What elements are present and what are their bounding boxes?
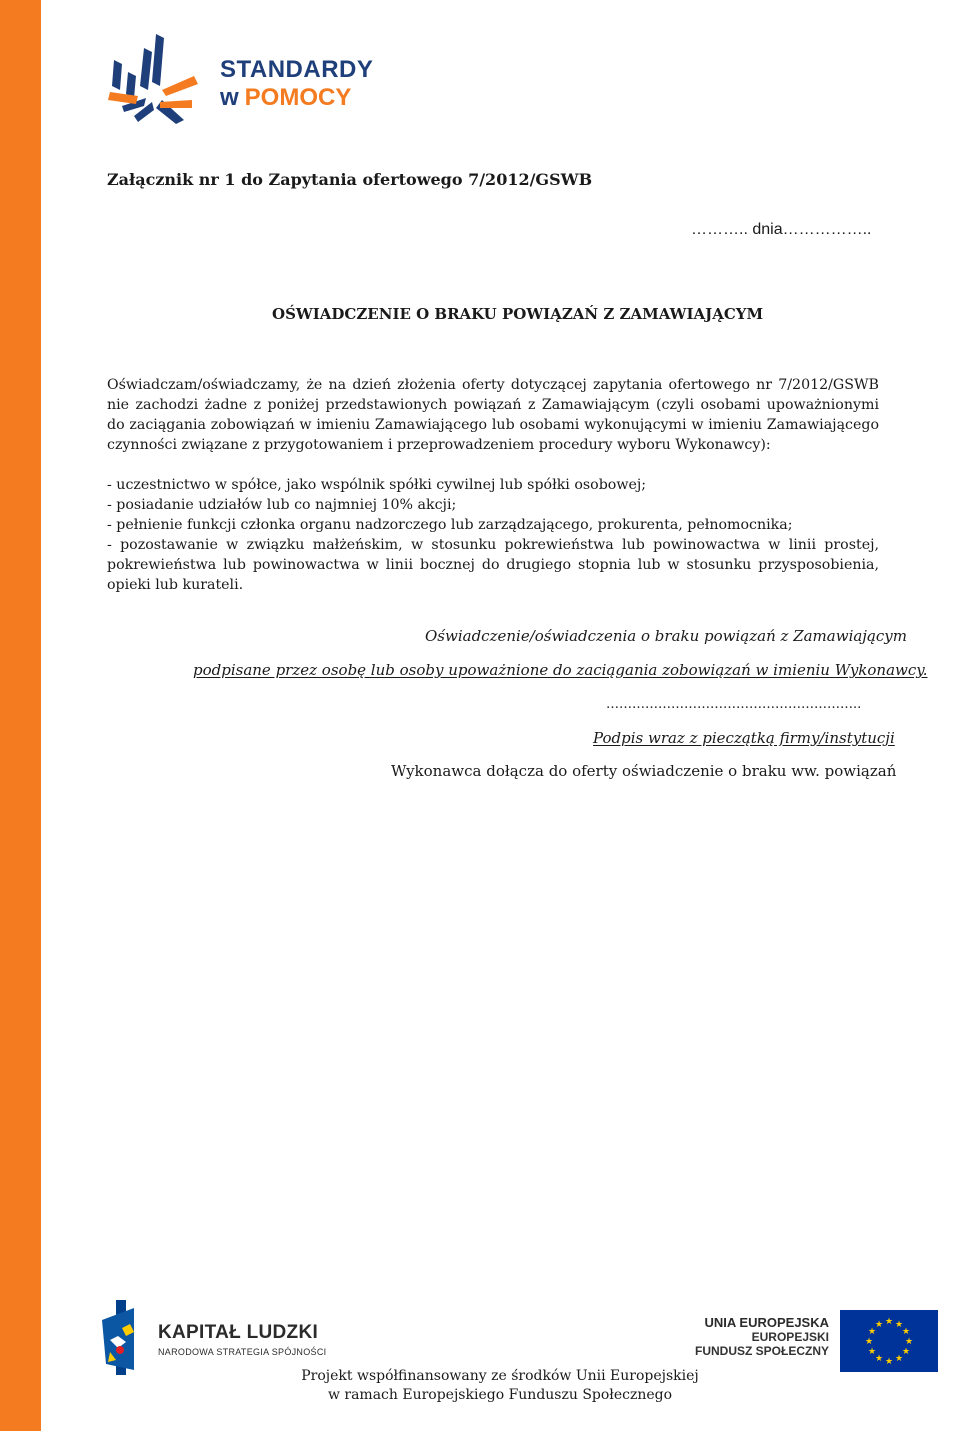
date-line: ……….. dnia…………….. — [691, 221, 872, 238]
svg-text:★: ★ — [867, 1347, 877, 1357]
svg-text:★: ★ — [894, 1354, 904, 1364]
declaration-line-1: Oświadczenie/oświadczenia o braku powiązań z Zamawiającym — [425, 627, 907, 645]
attachment-title: Załącznik nr 1 do Zapytania ofertowego 7/2012/GSWB — [107, 170, 593, 189]
kl-line-1: KAPITAŁ LUDZKI — [158, 1322, 319, 1343]
list-item: - pełnienie funkcji członka organu nadzorczego lub zarządzającego, prokurenta, pełnomocnika; — [107, 517, 793, 533]
relations-list — [107, 475, 879, 595]
svg-text:★: ★ — [894, 1320, 904, 1330]
signature-label: Podpis wraz z pieczątką firmy/instytucji — [593, 729, 895, 747]
svg-text:★: ★ — [904, 1337, 914, 1347]
document-title: OŚWIADCZENIE O BRAKU POWIĄZAŃ Z ZAMAWIAJĄCYM — [272, 305, 764, 323]
funding-note — [250, 1367, 750, 1405]
kapital-ludzki-logo-icon — [96, 1300, 166, 1375]
svg-text:★: ★ — [867, 1327, 877, 1337]
intro-paragraph: Oświadczam/oświadczamy, że na dzień złożenia oferty dotyczącej zapytania ofertowego nr 7/2012/GSWB nie zachodzi żadne z poniżej przedstawionych powiązań z Zamawiającym (czyli osobami upoważnionymi do zaciągania zobowiązań w imieniu Zamawiającego lub osobami wykonującymi w imieniu Zamawiającego czynności związane z przygotowaniem i przeprowadzeniem procedury wyboru Wykonawcy): — [107, 377, 879, 453]
orange-side-bar — [0, 0, 41, 1431]
svg-text:★: ★ — [901, 1347, 911, 1357]
funding-note-line-2: w ramach Europejskiego Funduszu Społecznego — [327, 1387, 673, 1403]
logo-line-w-pomocy — [220, 86, 373, 110]
ue-line-1: UNIA EUROPEJSKA — [704, 1315, 829, 1330]
funding-note-line-1: Projekt współfinansowany ze środków Unii Europejskiej — [301, 1368, 699, 1384]
svg-text:★: ★ — [884, 1317, 894, 1327]
svg-text:★: ★ — [874, 1354, 884, 1364]
list-item: - pozostawanie w związku małżeńskim, w stosunku pokrewieństwa lub powinowactwa w linii prostej, pokrewieństwa lub powinowactwa w linii bocznej do drugiego stopnia lub w stosunku przysposobienia, opieki lub kurateli. — [107, 537, 879, 593]
kapital-ludzki-wordmark — [158, 1322, 326, 1357]
logo-wordmark — [220, 58, 373, 110]
ue-line-2: EUROPEJSKI — [751, 1329, 829, 1344]
signature-dots: ………………………………………………….. — [606, 697, 862, 712]
eu-flag-icon — [840, 1310, 938, 1372]
logo-word-w: w — [220, 84, 239, 111]
svg-text:★: ★ — [901, 1327, 911, 1337]
svg-text:★: ★ — [874, 1320, 884, 1330]
attached-note: Wykonawca dołącza do oferty oświadczenie o braku ww. powiązań — [391, 762, 897, 780]
eu-wordmark — [695, 1316, 829, 1359]
svg-text:★: ★ — [884, 1357, 894, 1367]
logo-line-standardy: STANDARDY — [220, 56, 374, 83]
svg-text:★: ★ — [864, 1337, 874, 1347]
kl-line-2: NARODOWA STRATEGIA SPÓJNOŚCI — [158, 1347, 327, 1357]
declaration-line-2: podpisane przez osobę lub osoby upoważnione do zaciągania zobowiązań w imieniu Wykonawcy. — [193, 661, 928, 679]
ue-line-3: FUNDUSZ SPOŁECZNY — [694, 1343, 829, 1358]
list-item: - uczestnictwo w spółce, jako wspólnik spółki cywilnej lub spółki osobowej; — [107, 477, 647, 493]
logo-word-pomocy: POMOCY — [244, 84, 352, 111]
list-item: - posiadanie udziałów lub co najmniej 10% akcji; — [107, 497, 457, 513]
